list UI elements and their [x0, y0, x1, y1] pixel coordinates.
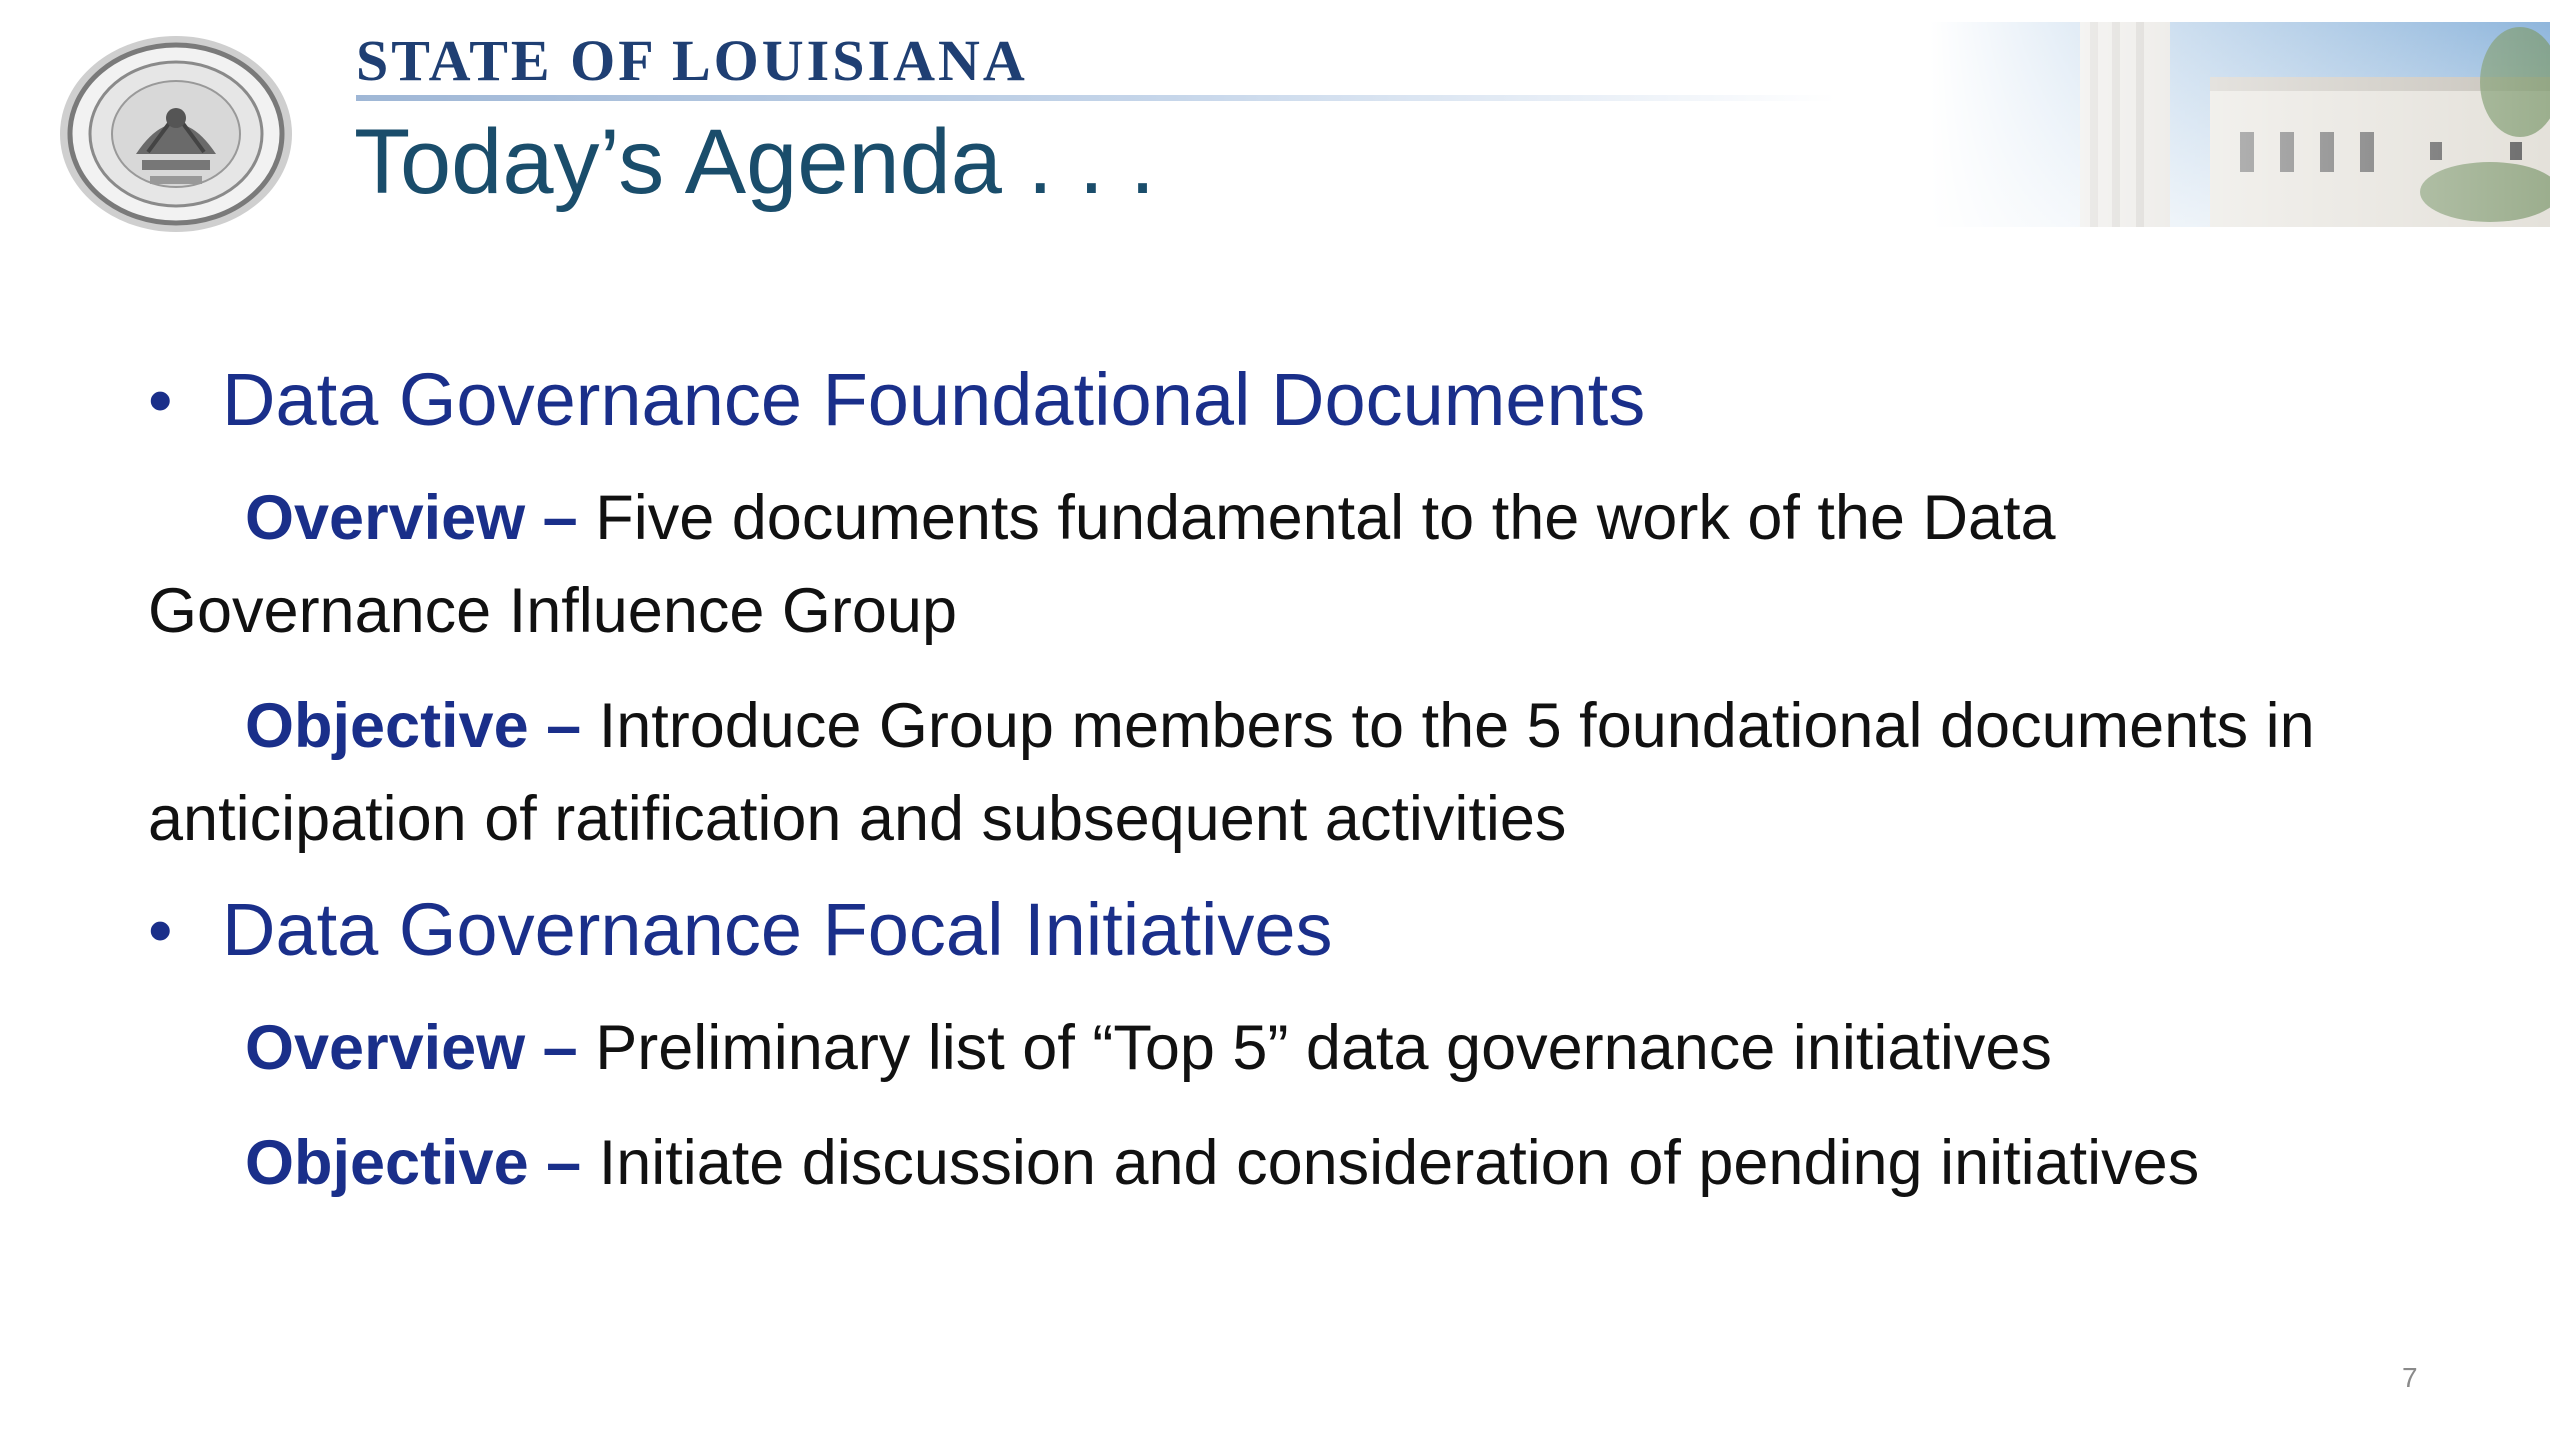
item-label: Objective –	[245, 1128, 582, 1198]
agenda-content	[148, 350, 2448, 1210]
agenda-section-heading	[148, 880, 2448, 980]
item-label: Overview –	[245, 1013, 578, 1083]
item-text: Introduce Group members to the 5 foundational documents in anticipation of ratification and subsequent activities	[148, 691, 2315, 854]
capitol-building-image	[1930, 22, 2550, 227]
item-label: Objective –	[245, 691, 582, 761]
header-divider	[356, 95, 1836, 101]
item-text: Initiate discussion and consideration of pending initiatives	[598, 1128, 2200, 1198]
bullet-icon: •	[148, 361, 173, 439]
item-text: Five documents fundamental to the work of the Data Governance Influence Group	[148, 483, 2056, 646]
agenda-item	[148, 472, 2378, 658]
page-number: 7	[2402, 1362, 2418, 1393]
item-label: Overview –	[245, 483, 578, 553]
page-title: Today’s Agenda . . .	[354, 111, 1156, 213]
agenda-section-heading	[148, 350, 2448, 450]
org-name: STATE OF LOUISIANA	[356, 28, 1028, 93]
item-text: Preliminary list of “Top 5” data governance initiatives	[595, 1013, 2052, 1083]
agenda-item	[148, 1117, 2378, 1210]
agenda-item	[148, 1002, 2378, 1095]
section-heading-text: Data Governance Foundational Documents	[222, 358, 1646, 441]
agenda-item	[148, 680, 2378, 866]
bullet-icon: •	[148, 891, 173, 969]
section-heading-text: Data Governance Focal Initiatives	[222, 888, 1333, 971]
state-seal-logo	[58, 34, 294, 234]
